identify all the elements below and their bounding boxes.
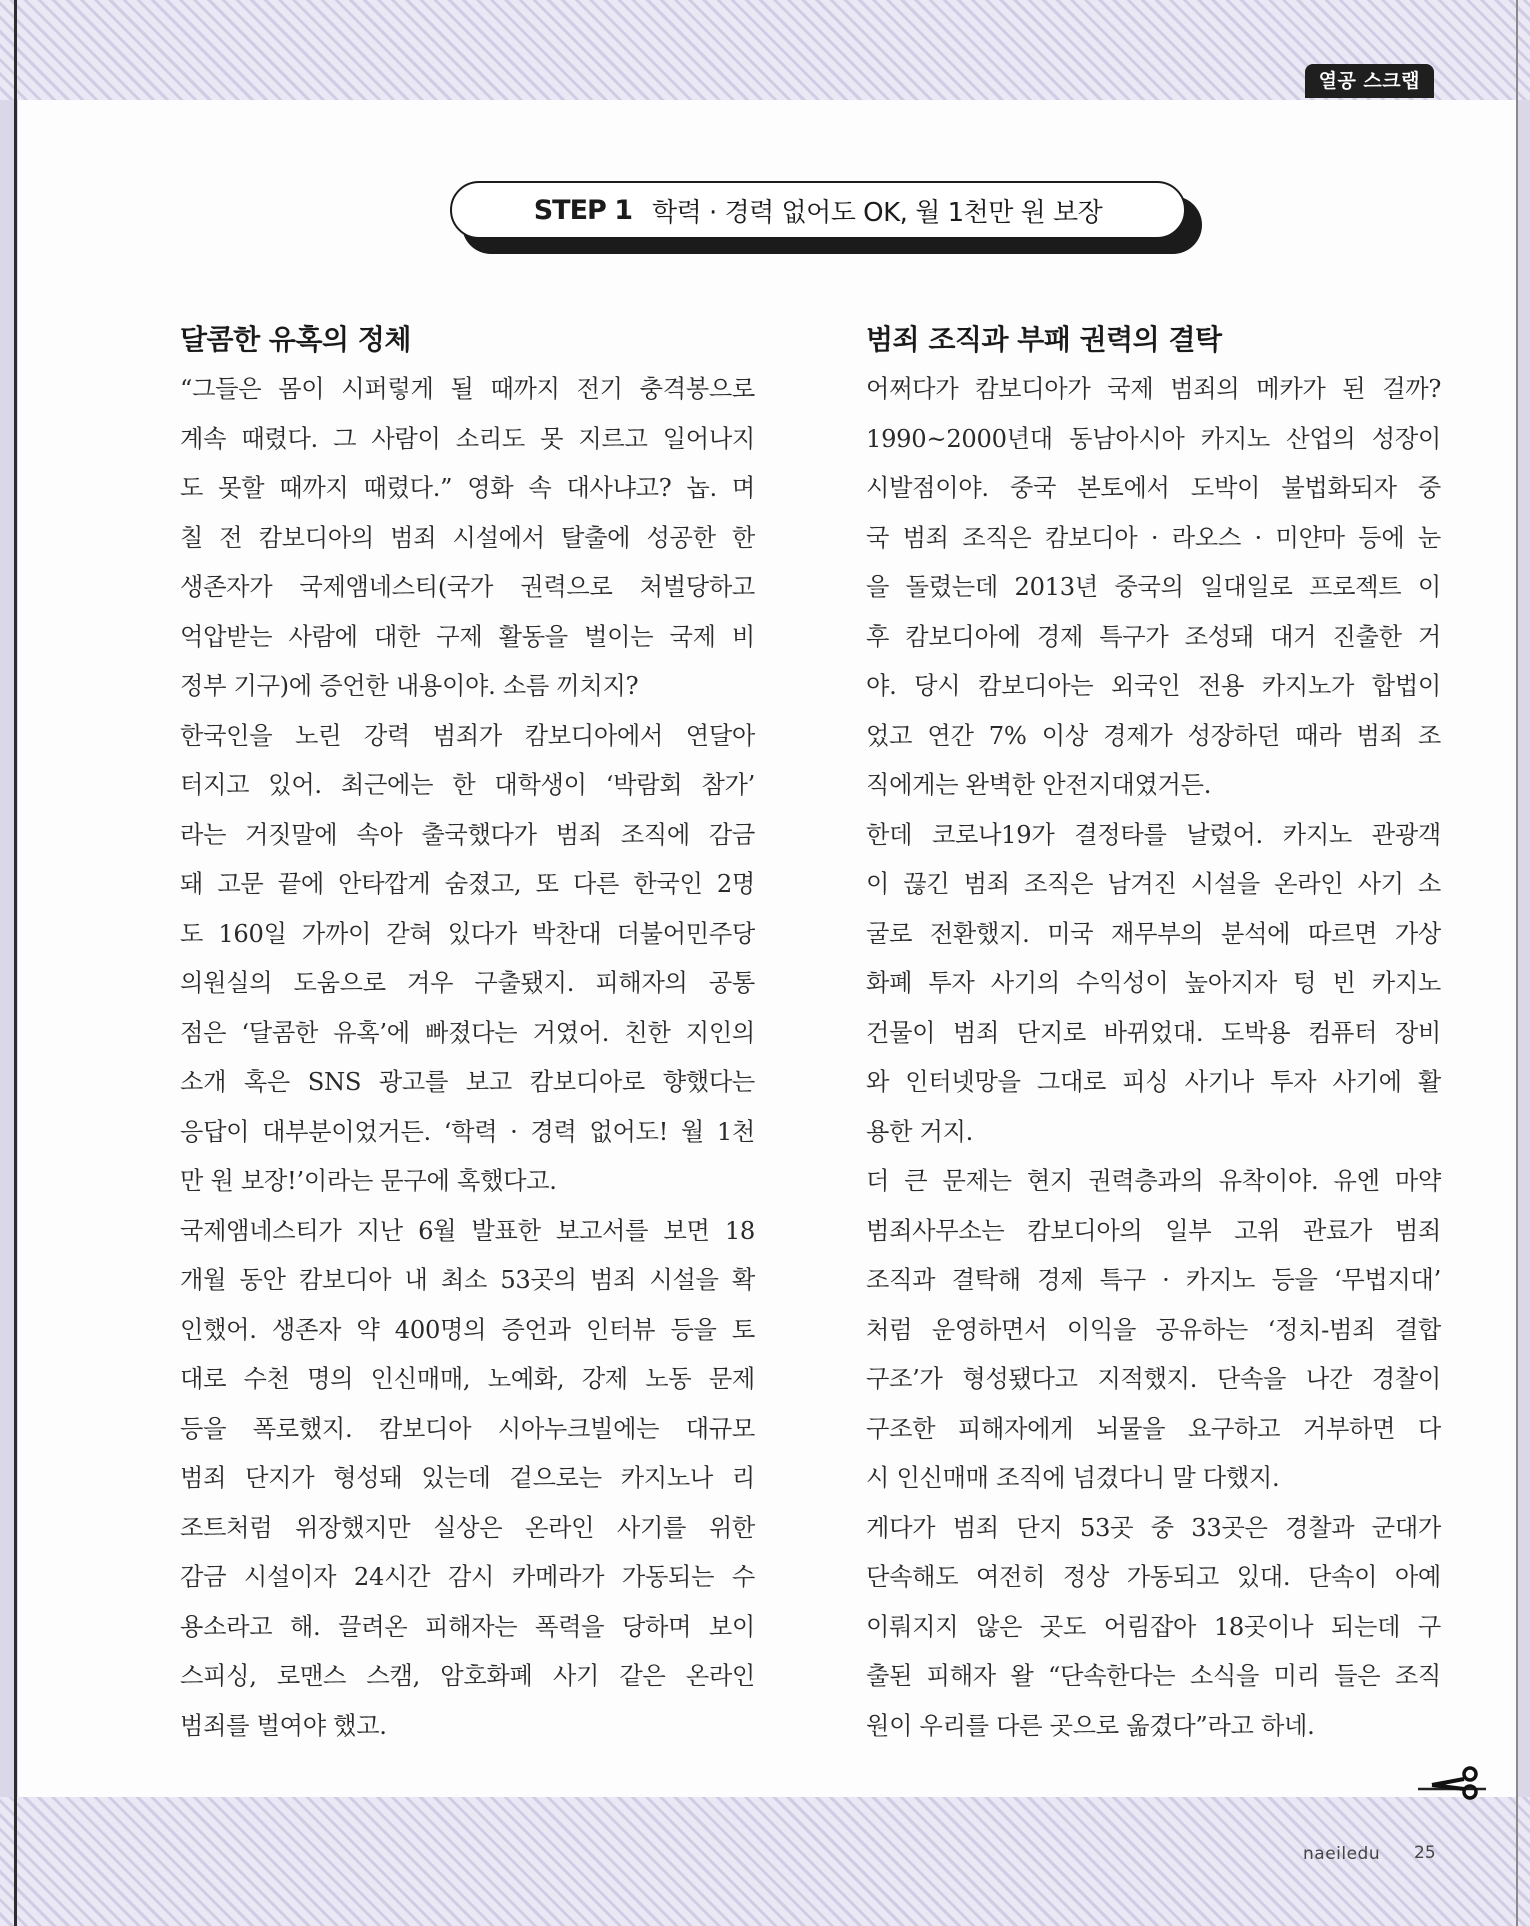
- text-line: 단속해도 여전히 정상 가동되고 있대. 단속이 아예: [866, 1563, 1441, 1591]
- text-line: 계속 때렸다. 그 사람이 소리도 못 지르고 일어나지: [180, 424, 755, 453]
- left-heading: 달콤한 유혹의 정체: [180, 323, 411, 356]
- text-line: 화폐 투자 사기의 수익성이 높아지자 텅 빈 카지노: [866, 969, 1441, 997]
- text-line: 건물이 범죄 단지로 바뀌었대. 도박용 컴퓨터 장비: [866, 1018, 1441, 1047]
- text-line: 후 캄보디아에 경제 특구가 조성돼 대거 진출한 거: [866, 622, 1441, 651]
- text-line: 개월 동안 캄보디아 내 최소 53곳의 범죄 시설을 확: [180, 1266, 755, 1294]
- text-line: 터지고 있어. 최근에는 한 대학생이 ‘박람회 참가’: [180, 771, 755, 799]
- text-line: 시발점이야. 중국 본토에서 도박이 불법화되자 중: [866, 474, 1441, 502]
- text-line: 구조’가 형성됐다고 지적했지. 단속을 나간 경찰이: [866, 1365, 1441, 1393]
- text-line: 원이 우리를 다른 곳으로 옮겼다”라고 하네.: [866, 1711, 1315, 1740]
- page-edge: [1516, 0, 1518, 1926]
- text-line: 라는 거짓말에 속아 출국했다가 범죄 조직에 감금: [180, 820, 755, 849]
- text-line: 굴로 전환했지. 미국 재무부의 분석에 따르면 가상: [866, 919, 1441, 948]
- text-line: 직에게는 완벽한 안전지대였거든.: [866, 771, 1212, 799]
- text-line: 억압받는 사람에 대한 구제 활동을 벌이는 국제 비: [180, 622, 755, 651]
- text-line: 등을 폭로했지. 캄보디아 시아누크빌에는 대규모: [180, 1414, 755, 1443]
- step-banner: [450, 181, 1186, 239]
- top-stripe-border: [0, 0, 1530, 100]
- text-line: 이뤄지지 않은 곳도 어림잡아 18곳이나 되는데 구: [866, 1612, 1441, 1641]
- text-line: 만 원 보장!’이라는 문구에 혹했다고.: [180, 1167, 557, 1195]
- text-line: 대로 수천 명의 인신매매, 노예화, 강제 노동 문제: [180, 1365, 755, 1393]
- left-body: [180, 365, 755, 1751]
- text-line: 야. 당시 캄보디아는 외국인 전용 카지노가 합법이: [866, 672, 1441, 700]
- text-line: 도 못할 때까지 때렸다.” 영화 속 대사냐고? 놉. 며: [180, 474, 755, 502]
- footer-brand: naeiledu: [1303, 1844, 1381, 1864]
- text-line: 와 인터넷망을 그대로 피싱 사기나 투자 사기에 활: [866, 1068, 1441, 1096]
- text-line: 생존자가 국제앰네스티(국가 권력으로 처벌당하고: [180, 573, 755, 601]
- text-line: 시 인신매매 조직에 넘겼다니 말 다했지.: [866, 1464, 1280, 1492]
- right-heading: 범죄 조직과 부패 권력의 결탁: [866, 323, 1222, 356]
- step-tag: STEP 1: [533, 194, 633, 226]
- section-label: 열공 스크랩: [1305, 64, 1434, 98]
- text-line: 어쩌다가 캄보디아가 국제 범죄의 메카가 된 걸까?: [866, 375, 1441, 403]
- text-line: 1990~2000년대 동남아시아 카지노 산업의 성장이: [866, 424, 1441, 453]
- text-line: 돼 고문 끝에 안타깝게 숨졌고, 또 다른 한국인 2명: [180, 870, 755, 898]
- text-line: 칠 전 캄보디아의 범죄 시설에서 탈출에 성공한 한: [180, 523, 755, 552]
- text-line: 스피싱, 로맨스 스캠, 암호화폐 사기 같은 온라인: [180, 1662, 755, 1690]
- text-line: 조트처럼 위장했지만 실상은 온라인 사기를 위한: [180, 1513, 755, 1542]
- text-line: 한국인을 노린 강력 범죄가 캄보디아에서 연달아: [180, 721, 755, 750]
- text-line: 한데 코로나19가 결정타를 날렸어. 카지노 관광객: [866, 820, 1441, 849]
- text-line: 국 범죄 조직은 캄보디아 · 라오스 · 미얀마 등에 눈: [866, 523, 1441, 552]
- text-line: 범죄사무소는 캄보디아의 일부 고위 관료가 범죄: [866, 1216, 1441, 1245]
- text-line: 을 돌렸는데 2013년 중국의 일대일로 프로젝트 이: [866, 573, 1441, 601]
- text-line: 었고 연간 7% 이상 경제가 성장하던 때라 범죄 조: [866, 721, 1441, 750]
- text-line: 더 큰 문제는 현지 권력층과의 유착이야. 유엔 마약: [866, 1167, 1441, 1195]
- text-line: 게다가 범죄 단지 53곳 중 33곳은 경찰과 군대가: [866, 1513, 1441, 1542]
- page-spine: [14, 0, 17, 1926]
- bottom-stripe-border: [0, 1797, 1530, 1926]
- text-line: 감금 시설이자 24시간 감시 카메라가 가동되는 수: [180, 1563, 755, 1591]
- text-line: 국제앰네스티가 지난 6월 발표한 보고서를 보면 18: [180, 1216, 755, 1245]
- page-number: 25: [1414, 1843, 1436, 1863]
- text-line: 처럼 운영하면서 이익을 공유하는 ‘정치-범죄 결합: [866, 1315, 1441, 1344]
- text-line: 구조한 피해자에게 뇌물을 요구하고 거부하면 다: [866, 1414, 1441, 1443]
- text-line: 범죄 단지가 형성돼 있는데 겉으로는 카지노나 리: [180, 1464, 755, 1492]
- step-title: 학력 · 경력 없어도 OK, 월 1천만 원 보장: [652, 197, 1103, 228]
- text-line: 의원실의 도움으로 겨우 구출됐지. 피해자의 공통: [180, 969, 755, 997]
- text-line: “그들은 몸이 시퍼렇게 될 때까지 전기 충격봉으로: [180, 375, 755, 403]
- right-body: [866, 365, 1441, 1751]
- text-line: 조직과 결탁해 경제 특구 · 카지노 등을 ‘무법지대’: [866, 1266, 1441, 1294]
- text-line: 용한 거지.: [866, 1117, 974, 1146]
- right-column: [866, 315, 1441, 1751]
- text-line: 정부 기구)에 증언한 내용이야. 소름 끼치지?: [180, 672, 639, 700]
- text-line: 이 끊긴 범죄 조직은 남겨진 시설을 온라인 사기 소: [866, 870, 1441, 898]
- left-column: [180, 315, 755, 1751]
- scissors-icon: [1418, 1762, 1486, 1802]
- text-line: 점은 ‘달콤한 유혹’에 빠졌다는 거였어. 친한 지인의: [180, 1018, 755, 1047]
- text-line: 용소라고 해. 끌려온 피해자는 폭력을 당하며 보이: [180, 1612, 755, 1641]
- text-line: 소개 혹은 SNS 광고를 보고 캄보디아로 향했다는: [180, 1068, 755, 1096]
- text-line: 범죄를 벌여야 했고.: [180, 1711, 387, 1740]
- text-line: 출된 피해자 왈 “단속한다는 소식을 미리 들은 조직: [866, 1662, 1441, 1690]
- text-line: 도 160일 가까이 갇혀 있다가 박찬대 더불어민주당: [180, 919, 755, 948]
- text-line: 응답이 대부분이었거든. ‘학력 · 경력 없어도! 월 1천: [180, 1117, 755, 1146]
- text-line: 인했어. 생존자 약 400명의 증언과 인터뷰 등을 토: [180, 1315, 755, 1344]
